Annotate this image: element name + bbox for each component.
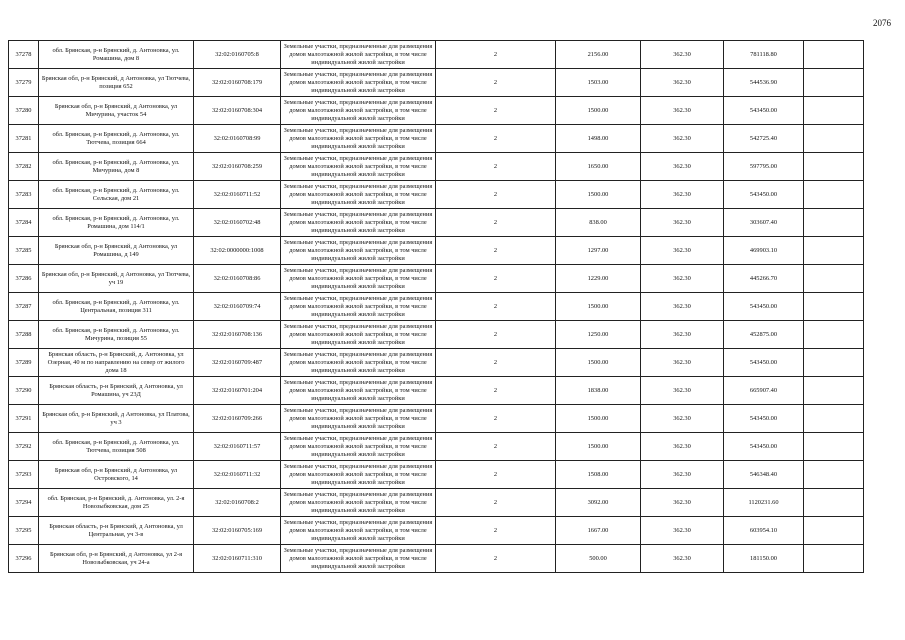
empty-cell [804, 461, 864, 489]
category-cell: 2 [436, 405, 556, 433]
empty-cell [804, 209, 864, 237]
table-row [9, 293, 864, 321]
rate-cell: 362.30 [641, 153, 724, 181]
row-number: 37279 [9, 69, 39, 97]
row-number: 37284 [9, 209, 39, 237]
address-cell: Брянская область, р-н Брянский, д Антоновка, ул Ромашина, уч 23Д [39, 377, 194, 405]
row-number: 37287 [9, 293, 39, 321]
category-cell: 2 [436, 209, 556, 237]
category-cell: 2 [436, 97, 556, 125]
category-cell: 2 [436, 517, 556, 545]
table-row [9, 349, 864, 377]
row-number: 37290 [9, 377, 39, 405]
cadastral-value-cell: 303607.40 [724, 209, 804, 237]
address-cell: обл. Брянская, р-н Брянский, д. Антоновка, ул. Ромашина, дом 8 [39, 41, 194, 69]
area-cell: 1500.00 [556, 181, 641, 209]
category-cell: 2 [436, 349, 556, 377]
address-cell: Брянская обл, р-н Брянский, д Антоновка, ул 2-я Новозыбковская, уч 24-а [39, 545, 194, 573]
empty-cell [804, 545, 864, 573]
cadastral-number-cell: 32:02:0160709:266 [194, 405, 281, 433]
rate-cell: 362.30 [641, 517, 724, 545]
address-cell: Брянская обл, р-н Брянский, д Антоновка, ул Ромашина, д 149 [39, 237, 194, 265]
address-cell: Брянская обл, р-н Брянский, д Антоновка, ул Островского, 14 [39, 461, 194, 489]
table-row [9, 181, 864, 209]
land-purpose-cell: Земельные участки, предназначенные для размещения домов малоэтажной жилой застройки, в том числе индивидуальной жилой застройки [281, 377, 436, 405]
category-cell: 2 [436, 321, 556, 349]
row-number: 37294 [9, 489, 39, 517]
row-number: 37285 [9, 237, 39, 265]
category-cell: 2 [436, 125, 556, 153]
empty-cell [804, 69, 864, 97]
cadastral-number-cell: 32:02:0160705:169 [194, 517, 281, 545]
cadastral-number-cell: 32:02:0160709:74 [194, 293, 281, 321]
address-cell: обл. Брянская, р-н Брянский, д. Антоновка, ул. Мичурина, дом 8 [39, 153, 194, 181]
row-number: 37293 [9, 461, 39, 489]
land-purpose-cell: Земельные участки, предназначенные для размещения домов малоэтажной жилой застройки, в том числе индивидуальной жилой застройки [281, 517, 436, 545]
category-cell: 2 [436, 293, 556, 321]
area-cell: 500.00 [556, 545, 641, 573]
area-cell: 1838.00 [556, 377, 641, 405]
area-cell: 1503.00 [556, 69, 641, 97]
category-cell: 2 [436, 545, 556, 573]
rate-cell: 362.30 [641, 181, 724, 209]
land-purpose-cell: Земельные участки, предназначенные для размещения домов малоэтажной жилой застройки, в том числе индивидуальной жилой застройки [281, 321, 436, 349]
land-purpose-cell: Земельные участки, предназначенные для размещения домов малоэтажной жилой застройки, в том числе индивидуальной жилой застройки [281, 41, 436, 69]
table-row [9, 125, 864, 153]
row-number: 37295 [9, 517, 39, 545]
category-cell: 2 [436, 237, 556, 265]
rate-cell: 362.30 [641, 377, 724, 405]
land-purpose-cell: Земельные участки, предназначенные для размещения домов малоэтажной жилой застройки, в том числе индивидуальной жилой застройки [281, 209, 436, 237]
cadastral-number-cell: 32:02:0160708:136 [194, 321, 281, 349]
category-cell: 2 [436, 181, 556, 209]
rate-cell: 362.30 [641, 545, 724, 573]
row-number: 37288 [9, 321, 39, 349]
table-row [9, 405, 864, 433]
cadastral-number-cell: 32:02:0160708:86 [194, 265, 281, 293]
area-cell: 3092.00 [556, 489, 641, 517]
cadastral-value-cell: 781118.80 [724, 41, 804, 69]
cadastral-value-cell: 543450.00 [724, 97, 804, 125]
empty-cell [804, 97, 864, 125]
empty-cell [804, 237, 864, 265]
cadastral-value-cell: 445266.70 [724, 265, 804, 293]
table-row [9, 433, 864, 461]
table-row [9, 209, 864, 237]
rate-cell: 362.30 [641, 41, 724, 69]
land-purpose-cell: Земельные участки, предназначенные для размещения домов малоэтажной жилой застройки, в том числе индивидуальной жилой застройки [281, 349, 436, 377]
area-cell: 1500.00 [556, 405, 641, 433]
row-number: 37282 [9, 153, 39, 181]
land-purpose-cell: Земельные участки, предназначенные для размещения домов малоэтажной жилой застройки, в том числе индивидуальной жилой застройки [281, 461, 436, 489]
rate-cell: 362.30 [641, 405, 724, 433]
cadastral-number-cell: 32:02:0160711:310 [194, 545, 281, 573]
cadastral-value-cell: 665907.40 [724, 377, 804, 405]
address-cell: обл. Брянская, р-н Брянский, д. Антоновка, ул. Мичурина, позиция 55 [39, 321, 194, 349]
address-cell: обл. Брянская, р-н Брянский, д. Антоновка, ул. Тютчева, позиция 664 [39, 125, 194, 153]
empty-cell [804, 293, 864, 321]
land-purpose-cell: Земельные участки, предназначенные для размещения домов малоэтажной жилой застройки, в том числе индивидуальной жилой застройки [281, 489, 436, 517]
category-cell: 2 [436, 433, 556, 461]
land-purpose-cell: Земельные участки, предназначенные для размещения домов малоэтажной жилой застройки, в том числе индивидуальной жилой застройки [281, 97, 436, 125]
area-cell: 1508.00 [556, 461, 641, 489]
page-number: 2076 [873, 18, 891, 28]
cadastral-value-cell: 181150.00 [724, 545, 804, 573]
category-cell: 2 [436, 69, 556, 97]
area-cell: 1500.00 [556, 349, 641, 377]
area-cell: 2156.00 [556, 41, 641, 69]
row-number: 37280 [9, 97, 39, 125]
cadastral-value-cell: 452875.00 [724, 321, 804, 349]
rate-cell: 362.30 [641, 237, 724, 265]
empty-cell [804, 321, 864, 349]
row-number: 37296 [9, 545, 39, 573]
row-number: 37278 [9, 41, 39, 69]
row-number: 37281 [9, 125, 39, 153]
rate-cell: 362.30 [641, 321, 724, 349]
cadastral-value-cell: 603954.10 [724, 517, 804, 545]
rate-cell: 362.30 [641, 293, 724, 321]
area-cell: 1667.00 [556, 517, 641, 545]
address-cell: Брянская обл, р-н Брянский, д Антоновка, ул Тютчева, позиция 652 [39, 69, 194, 97]
empty-cell [804, 41, 864, 69]
address-cell: обл. Брянская, р-н Брянский, д. Антоновка, ул. Сельская, дом 21 [39, 181, 194, 209]
rate-cell: 362.30 [641, 265, 724, 293]
table-row [9, 237, 864, 265]
cadastral-value-cell: 543450.00 [724, 181, 804, 209]
rate-cell: 362.30 [641, 209, 724, 237]
category-cell: 2 [436, 41, 556, 69]
rate-cell: 362.30 [641, 349, 724, 377]
land-purpose-cell: Земельные участки, предназначенные для размещения домов малоэтажной жилой застройки, в том числе индивидуальной жилой застройки [281, 405, 436, 433]
land-purpose-cell: Земельные участки, предназначенные для размещения домов малоэтажной жилой застройки, в том числе индивидуальной жилой застройки [281, 433, 436, 461]
land-registry-table [8, 40, 864, 573]
row-number: 37292 [9, 433, 39, 461]
land-purpose-cell: Земельные участки, предназначенные для размещения домов малоэтажной жилой застройки, в том числе индивидуальной жилой застройки [281, 125, 436, 153]
empty-cell [804, 153, 864, 181]
row-number: 37289 [9, 349, 39, 377]
land-purpose-cell: Земельные участки, предназначенные для размещения домов малоэтажной жилой застройки, в том числе индивидуальной жилой застройки [281, 545, 436, 573]
cadastral-value-cell: 469903.10 [724, 237, 804, 265]
address-cell: Брянская обл, р-н Брянский, д Антоновка, ул Тютчева, уч 19 [39, 265, 194, 293]
category-cell: 2 [436, 265, 556, 293]
empty-cell [804, 181, 864, 209]
table-row [9, 461, 864, 489]
cadastral-value-cell: 543450.00 [724, 405, 804, 433]
cadastral-value-cell: 542725.40 [724, 125, 804, 153]
address-cell: обл. Брянская, р-н Брянский, д. Антоновка, ул. Ромашина, дом 114/1 [39, 209, 194, 237]
address-cell: Брянская обл, р-н Брянский, д Антоновка, ул Мичурина, участок 54 [39, 97, 194, 125]
area-cell: 1250.00 [556, 321, 641, 349]
table-row [9, 517, 864, 545]
address-cell: Брянская область, р-н Брянский, д. Антоновка, ул Озерная, 40 м по направлению на север от жилого дома 18 [39, 349, 194, 377]
table-row [9, 545, 864, 573]
cadastral-value-cell: 1120231.60 [724, 489, 804, 517]
category-cell: 2 [436, 377, 556, 405]
rate-cell: 362.30 [641, 461, 724, 489]
row-number: 37283 [9, 181, 39, 209]
land-purpose-cell: Земельные участки, предназначенные для размещения домов малоэтажной жилой застройки, в том числе индивидуальной жилой застройки [281, 181, 436, 209]
cadastral-number-cell: 32:02:0160702:48 [194, 209, 281, 237]
table-row [9, 41, 864, 69]
rate-cell: 362.30 [641, 489, 724, 517]
empty-cell [804, 377, 864, 405]
area-cell: 1650.00 [556, 153, 641, 181]
table-row [9, 153, 864, 181]
rate-cell: 362.30 [641, 433, 724, 461]
cadastral-number-cell: 32:02:0160705:8 [194, 41, 281, 69]
empty-cell [804, 265, 864, 293]
address-cell: Брянская область, р-н Брянский, д Антоновка, ул Центральная, уч 3-в [39, 517, 194, 545]
row-number: 37291 [9, 405, 39, 433]
table-row [9, 489, 864, 517]
empty-cell [804, 405, 864, 433]
land-purpose-cell: Земельные участки, предназначенные для размещения домов малоэтажной жилой застройки, в том числе индивидуальной жилой застройки [281, 153, 436, 181]
area-cell: 1498.00 [556, 125, 641, 153]
area-cell: 1500.00 [556, 97, 641, 125]
empty-cell [804, 349, 864, 377]
cadastral-value-cell: 543450.00 [724, 433, 804, 461]
table-row [9, 321, 864, 349]
land-purpose-cell: Земельные участки, предназначенные для размещения домов малоэтажной жилой застройки, в том числе индивидуальной жилой застройки [281, 237, 436, 265]
cadastral-value-cell: 597795.00 [724, 153, 804, 181]
empty-cell [804, 517, 864, 545]
cadastral-number-cell: 32:02:0000000:1008 [194, 237, 281, 265]
cadastral-value-cell: 544536.90 [724, 69, 804, 97]
table-row [9, 97, 864, 125]
area-cell: 1229.00 [556, 265, 641, 293]
cadastral-number-cell: 32:02:0160708:304 [194, 97, 281, 125]
cadastral-number-cell: 32:02:0160708:2 [194, 489, 281, 517]
table-body [9, 41, 864, 573]
cadastral-number-cell: 32:02:0160711:52 [194, 181, 281, 209]
cadastral-value-cell: 546348.40 [724, 461, 804, 489]
land-purpose-cell: Земельные участки, предназначенные для размещения домов малоэтажной жилой застройки, в том числе индивидуальной жилой застройки [281, 293, 436, 321]
table-row [9, 265, 864, 293]
cadastral-number-cell: 32:02:0160711:32 [194, 461, 281, 489]
cadastral-number-cell: 32:02:0160709:487 [194, 349, 281, 377]
row-number: 37286 [9, 265, 39, 293]
cadastral-number-cell: 32:02:0160708:99 [194, 125, 281, 153]
address-cell: обл. Брянская, р-н Брянский, д. Антоновка, ул. Тютчева, позиция 508 [39, 433, 194, 461]
category-cell: 2 [436, 153, 556, 181]
table-row [9, 377, 864, 405]
table-row [9, 69, 864, 97]
empty-cell [804, 125, 864, 153]
area-cell: 1500.00 [556, 293, 641, 321]
address-cell: обл. Брянская, р-н Брянский, д. Антоновка, ул. Центральная, позиция 311 [39, 293, 194, 321]
land-purpose-cell: Земельные участки, предназначенные для размещения домов малоэтажной жилой застройки, в том числе индивидуальной жилой застройки [281, 265, 436, 293]
cadastral-value-cell: 543450.00 [724, 293, 804, 321]
land-purpose-cell: Земельные участки, предназначенные для размещения домов малоэтажной жилой застройки, в том числе индивидуальной жилой застройки [281, 69, 436, 97]
cadastral-number-cell: 32:02:0160708:179 [194, 69, 281, 97]
area-cell: 838.00 [556, 209, 641, 237]
cadastral-number-cell: 32:02:0160701:204 [194, 377, 281, 405]
cadastral-number-cell: 32:02:0160708:259 [194, 153, 281, 181]
address-cell: обл. Брянская, р-н Брянский, д. Антоновка, ул. 2-я Новозыбковская, дом 25 [39, 489, 194, 517]
area-cell: 1500.00 [556, 433, 641, 461]
category-cell: 2 [436, 461, 556, 489]
cadastral-number-cell: 32:02:0160711:57 [194, 433, 281, 461]
cadastral-value-cell: 543450.00 [724, 349, 804, 377]
rate-cell: 362.30 [641, 97, 724, 125]
area-cell: 1297.00 [556, 237, 641, 265]
category-cell: 2 [436, 489, 556, 517]
address-cell: Брянская обл, р-н Брянский, д Антоновка, ул Платова, уч 3 [39, 405, 194, 433]
rate-cell: 362.30 [641, 69, 724, 97]
empty-cell [804, 433, 864, 461]
rate-cell: 362.30 [641, 125, 724, 153]
empty-cell [804, 489, 864, 517]
